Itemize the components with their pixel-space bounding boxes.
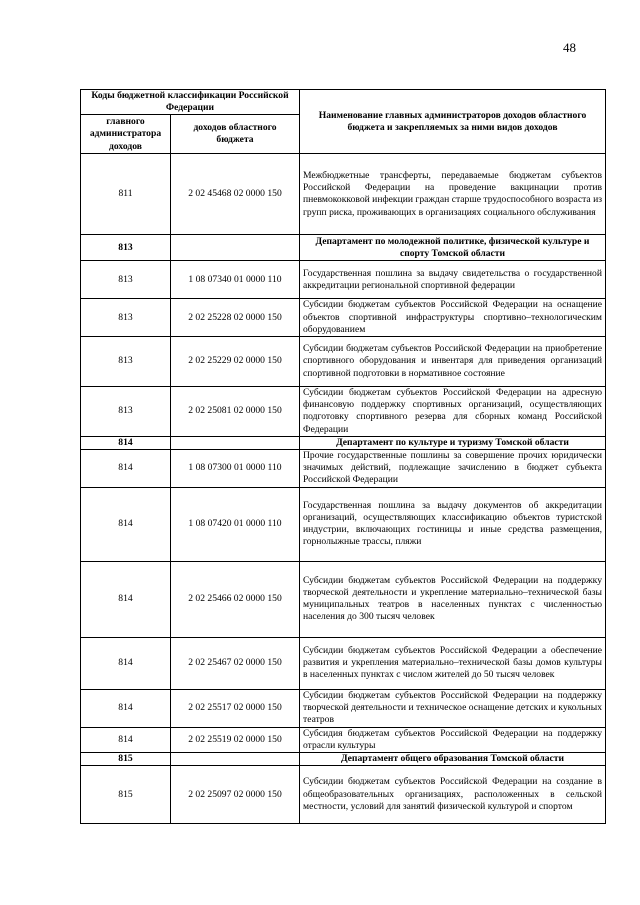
- header-codes-group: Коды бюджетной классификации Российской Федерации: [81, 90, 300, 115]
- admin-code-cell: 814: [81, 450, 171, 488]
- admin-code-cell: 814: [81, 637, 171, 689]
- income-code-cell: 2 02 25517 02 0000 150: [171, 689, 300, 727]
- page-number: 48: [563, 40, 576, 55]
- admin-code-cell: 814: [81, 689, 171, 727]
- name-cell: Департамент общего образования Томской области: [300, 753, 606, 766]
- income-code-cell: 1 08 07420 01 0000 110: [171, 487, 300, 561]
- name-cell: Прочие государственные пошлины за совершение прочих юридически значимых действий, подлежащие зачислению в бюджет субъекта Российской Федерации: [300, 450, 606, 488]
- table-row: [81, 450, 606, 488]
- table-row: [81, 154, 606, 235]
- table-row: [81, 487, 606, 561]
- income-code-cell: 1 08 07300 01 0000 110: [171, 450, 300, 488]
- section-row: [81, 235, 606, 261]
- income-code-cell: 2 02 25467 02 0000 150: [171, 637, 300, 689]
- income-code-cell: 2 02 25229 02 0000 150: [171, 337, 300, 387]
- name-cell: Субсидии бюджетам субъектов Российской Федерации на приобретение спортивного оборудования и инвентаря для приведения организаций спортивной подготовки в нормативное состояние: [300, 337, 606, 387]
- income-code-cell: 2 02 25466 02 0000 150: [171, 561, 300, 637]
- income-code-cell: [171, 753, 300, 766]
- name-cell: Государственная пошлина за выдачу документов об аккредитации организаций, осуществляющих классификацию объектов туристской индустрии, включающих гостиницы и иные средства размещения, горнолыжные трассы, пляжи: [300, 487, 606, 561]
- header-income-code: доходов областного бюджета: [171, 115, 300, 154]
- income-code-cell: 2 02 25097 02 0000 150: [171, 766, 300, 824]
- income-code-cell: [171, 235, 300, 261]
- admin-code-cell: 811: [81, 154, 171, 235]
- name-cell: Департамент по молодежной политике, физической культуре и спорту Томской области: [300, 235, 606, 261]
- name-cell: Субсидии бюджетам субъектов Российской Федерации а обеспечение развития и укрепления материально–технической базы домов культуры в населенных пунктах с числом жителей до 50 тысяч человек: [300, 637, 606, 689]
- income-code-cell: [171, 436, 300, 449]
- table-row: [81, 637, 606, 689]
- admin-code-cell: 814: [81, 561, 171, 637]
- header-row: [81, 90, 606, 115]
- name-cell: Департамент по культуре и туризму Томской области: [300, 436, 606, 449]
- table-body: [81, 154, 606, 824]
- name-cell: Субсидии бюджетам субъектов Российской Федерации на поддержку творческой деятельности и укрепление материально–технической базы муниципальных театров в населенных пунктах с численностью населения до 300 тысяч человек: [300, 561, 606, 637]
- admin-code-cell: 813: [81, 261, 171, 299]
- table-row: [81, 689, 606, 727]
- admin-code-cell: 814: [81, 436, 171, 449]
- header-admin-code: главного администратора доходов: [81, 115, 171, 154]
- table-row: [81, 387, 606, 437]
- name-cell: Субсидии бюджетам субъектов Российской Федерации на оснащение объектов спортивной инфраструктуры спортивно–технологическим оборудованием: [300, 299, 606, 337]
- name-cell: Субсидия бюджетам субъектов Российской Федерации на поддержку отрасли культуры: [300, 727, 606, 752]
- table-row: [81, 561, 606, 637]
- income-code-cell: 1 08 07340 01 0000 110: [171, 261, 300, 299]
- table-row: [81, 727, 606, 752]
- income-code-cell: 2 02 25228 02 0000 150: [171, 299, 300, 337]
- income-code-cell: 2 02 25081 02 0000 150: [171, 387, 300, 437]
- header-name: Наименование главных администраторов доходов областного бюджета и закрепляемых за ними видов доходов: [300, 90, 606, 154]
- admin-code-cell: 813: [81, 337, 171, 387]
- admin-code-cell: 813: [81, 299, 171, 337]
- name-cell: Субсидии бюджетам субъектов Российской Федерации на поддержку творческой деятельности и техническое оснащение детских и кукольных театров: [300, 689, 606, 727]
- admin-code-cell: 814: [81, 727, 171, 752]
- table-row: [81, 766, 606, 824]
- table-row: [81, 261, 606, 299]
- income-code-cell: 2 02 25519 02 0000 150: [171, 727, 300, 752]
- table-row: [81, 337, 606, 387]
- admin-code-cell: 815: [81, 753, 171, 766]
- income-code-cell: 2 02 45468 02 0000 150: [171, 154, 300, 235]
- name-cell: Межбюджетные трансферты, передаваемые бюджетам субъектов Российской Федерации на проведение вакцинации против пневмококковой инфекции граждан старше трудоспособного возраста из групп риска, проживающих в организациях социального обслуживания: [300, 154, 606, 235]
- section-row: [81, 753, 606, 766]
- admin-code-cell: 813: [81, 387, 171, 437]
- name-cell: Субсидии бюджетам субъектов Российской Федерации на создание в общеобразовательных организациях, расположенных в сельской местности, условий для занятий физической культурой и спортом: [300, 766, 606, 824]
- table-row: [81, 299, 606, 337]
- admin-code-cell: 815: [81, 766, 171, 824]
- admin-code-cell: 813: [81, 235, 171, 261]
- budget-classification-table: [80, 89, 606, 824]
- admin-code-cell: 814: [81, 487, 171, 561]
- name-cell: Государственная пошлина за выдачу свидетельства о государственной аккредитации региональной спортивной федерации: [300, 261, 606, 299]
- section-row: [81, 436, 606, 449]
- name-cell: Субсидии бюджетам субъектов Российской Федерации на адресную финансовую поддержку спортивных организаций, осуществляющих подготовку спортивного резерва для сборных команд Российской Федерации: [300, 387, 606, 437]
